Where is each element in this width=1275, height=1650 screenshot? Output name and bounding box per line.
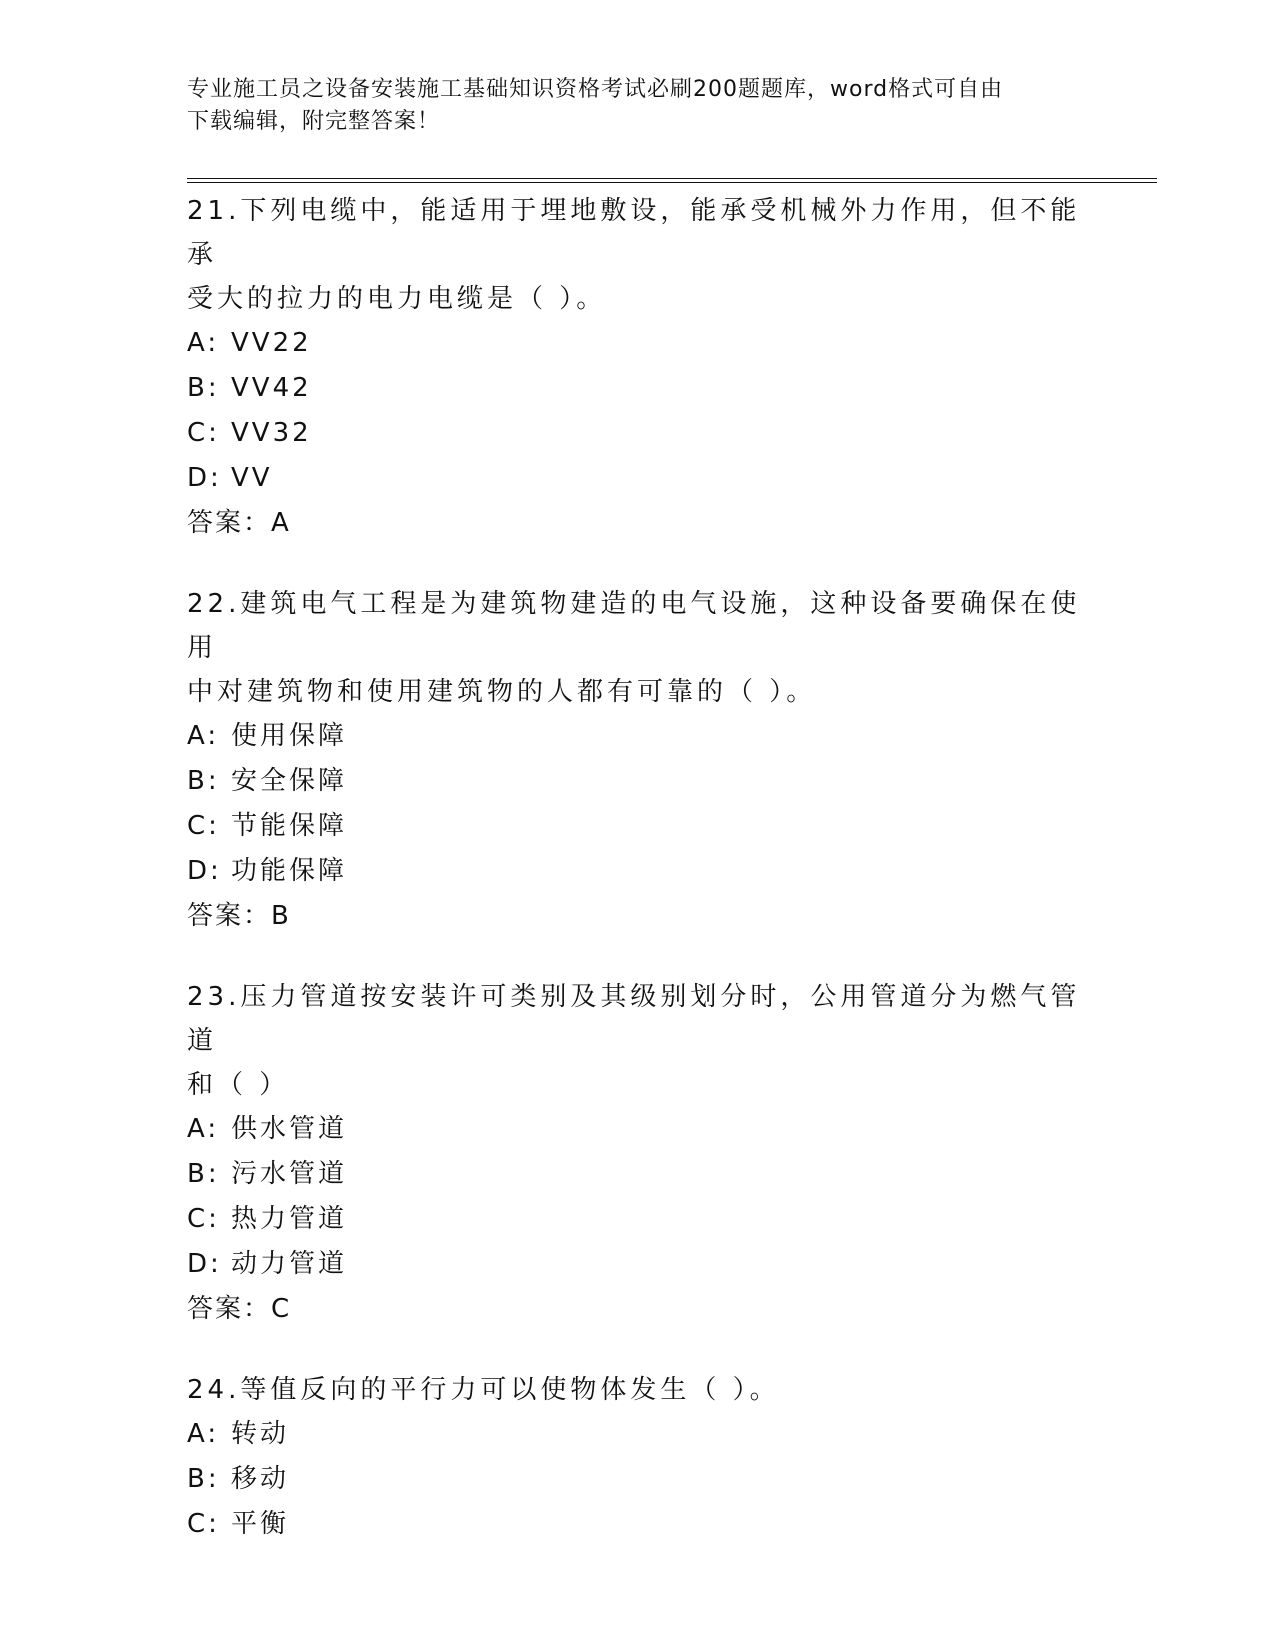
option-text: 供水管道 — [231, 1114, 348, 1144]
option-c — [187, 1197, 1087, 1242]
option-text: 安全保障 — [231, 766, 348, 796]
option-a — [187, 714, 1087, 759]
option-a — [187, 321, 1087, 366]
option-letter: A: — [187, 1419, 220, 1449]
option-letter: B: — [187, 766, 220, 796]
option-c — [187, 804, 1087, 849]
question-stem-line: 和（ ） — [187, 1070, 290, 1100]
option-letter: D: — [187, 856, 222, 886]
option-letter: B: — [187, 1464, 220, 1494]
answer-line: 答案：C — [187, 1294, 292, 1324]
option-text: 转动 — [231, 1419, 290, 1449]
option-letter: D: — [187, 463, 222, 493]
option-a — [187, 1412, 1087, 1457]
option-text: 节能保障 — [231, 811, 348, 841]
question-stem-line: 受大的拉力的电力电缆是（ ）。 — [187, 284, 607, 314]
option-b — [187, 759, 1087, 804]
option-letter: C: — [187, 1204, 220, 1234]
answer-line: 答案：B — [187, 901, 291, 931]
question-stem-line: 24.等值反向的平行力可以使物体发生（ ）。 — [187, 1375, 780, 1405]
option-letter: B: — [187, 373, 220, 403]
question-stem-line: 22.建筑电气工程是为建筑物建造的电气设施，这种设备要确保在使用 — [187, 589, 1081, 663]
option-letter: C: — [187, 811, 220, 841]
option-c — [187, 1502, 1087, 1547]
option-text: 热力管道 — [231, 1204, 348, 1234]
question-stem-line: 21.下列电缆中，能适用于埋地敷设，能承受机械外力作用，但不能承 — [187, 196, 1081, 270]
option-b — [187, 1152, 1087, 1197]
option-b — [187, 1457, 1087, 1502]
option-text: 移动 — [231, 1464, 290, 1494]
option-d — [187, 456, 1087, 501]
option-text: 功能保障 — [231, 856, 348, 886]
question-stem — [187, 1368, 1087, 1412]
question-stem-line: 23.压力管道按安装许可类别及其级别划分时，公用管道分为燃气管道 — [187, 982, 1081, 1056]
option-d — [187, 1242, 1087, 1287]
option-a — [187, 1107, 1087, 1152]
option-text: VV42 — [231, 373, 312, 403]
option-letter: C: — [187, 1509, 220, 1539]
option-b — [187, 366, 1087, 411]
question-list — [187, 189, 1087, 1584]
question-21 — [187, 189, 1087, 545]
option-text: VV22 — [231, 328, 312, 358]
option-letter: A: — [187, 1114, 220, 1144]
question-stem-line: 中对建筑物和使用建筑物的人都有可靠的（ ）。 — [187, 677, 817, 707]
option-d — [187, 849, 1087, 894]
option-letter: D: — [187, 1249, 222, 1279]
option-text: VV — [231, 463, 273, 493]
header-double-rule — [187, 178, 1157, 183]
document-page — [187, 0, 1157, 1650]
header-line-2: 下载编辑，附完整答案！ — [187, 109, 441, 134]
option-letter: C: — [187, 418, 220, 448]
option-c — [187, 411, 1087, 456]
option-text: 使用保障 — [231, 721, 348, 751]
question-stem — [187, 582, 1087, 714]
question-23 — [187, 975, 1087, 1331]
option-letter: A: — [187, 721, 220, 751]
question-stem — [187, 189, 1087, 321]
option-text: 平衡 — [231, 1509, 290, 1539]
answer-line: 答案：A — [187, 508, 291, 538]
option-text: 污水管道 — [231, 1159, 348, 1189]
header-line-1: 专业施工员之设备安装施工基础知识资格考试必刷200题题库，word格式可自由 — [187, 77, 1004, 102]
question-24 — [187, 1368, 1087, 1547]
option-text: 动力管道 — [231, 1249, 348, 1279]
option-text: VV32 — [231, 418, 312, 448]
question-22 — [187, 582, 1087, 938]
question-stem — [187, 975, 1087, 1107]
option-letter: B: — [187, 1159, 220, 1189]
option-letter: A: — [187, 328, 220, 358]
document-header — [187, 74, 1067, 138]
